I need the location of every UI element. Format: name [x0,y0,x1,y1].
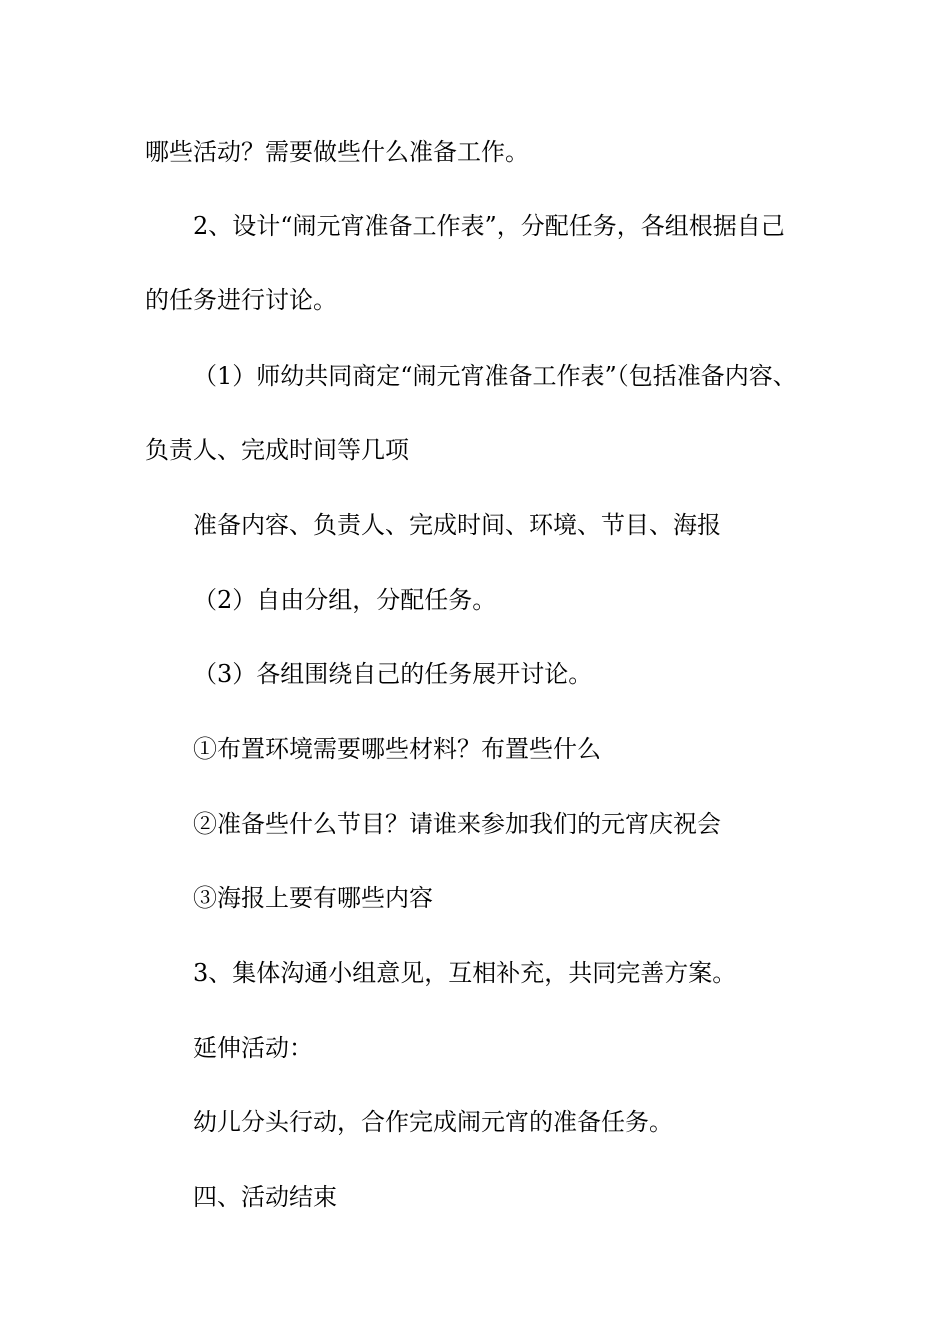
question-3-poster: ③海报上要有哪些内容 [193,884,433,912]
paragraph-continuation: 哪些活动？需要做些什么准备工作。 [145,138,529,166]
extension-activity-text: 幼儿分头行动，合作完成闹元宵的准备任务。 [193,1108,673,1136]
step-3-share-opinions: 3、集体沟通小组意见，互相补充，共同完善方案。 [193,959,737,987]
substep-3-discussion: （3）各组围绕自己的任务展开讨论。 [193,660,593,688]
substep-1-continuation: 负责人、完成时间等几项 [145,436,409,464]
question-1-environment: ①布置环境需要哪些材料？布置些什么 [193,735,601,763]
question-2-program: ②准备些什么节目？请谁来参加我们的元宵庆祝会 [193,810,721,838]
section-4-activity-end: 四、活动结束 [193,1183,337,1211]
step-2-design-table: 2、设计“闹元宵准备工作表”，分配任务，各组根据自己 [193,212,785,240]
table-items-list: 准备内容、负责人、完成时间、环境、节目、海报 [193,511,721,539]
extension-activity-heading: 延伸活动： [193,1034,313,1062]
step-2-continuation: 的任务进行讨论。 [145,286,337,314]
substep-2-grouping: （2）自由分组，分配任务。 [193,586,497,614]
substep-1-agree-table: （1）师幼共同商定“闹元宵准备工作表”（包括准备内容、 [193,362,797,390]
